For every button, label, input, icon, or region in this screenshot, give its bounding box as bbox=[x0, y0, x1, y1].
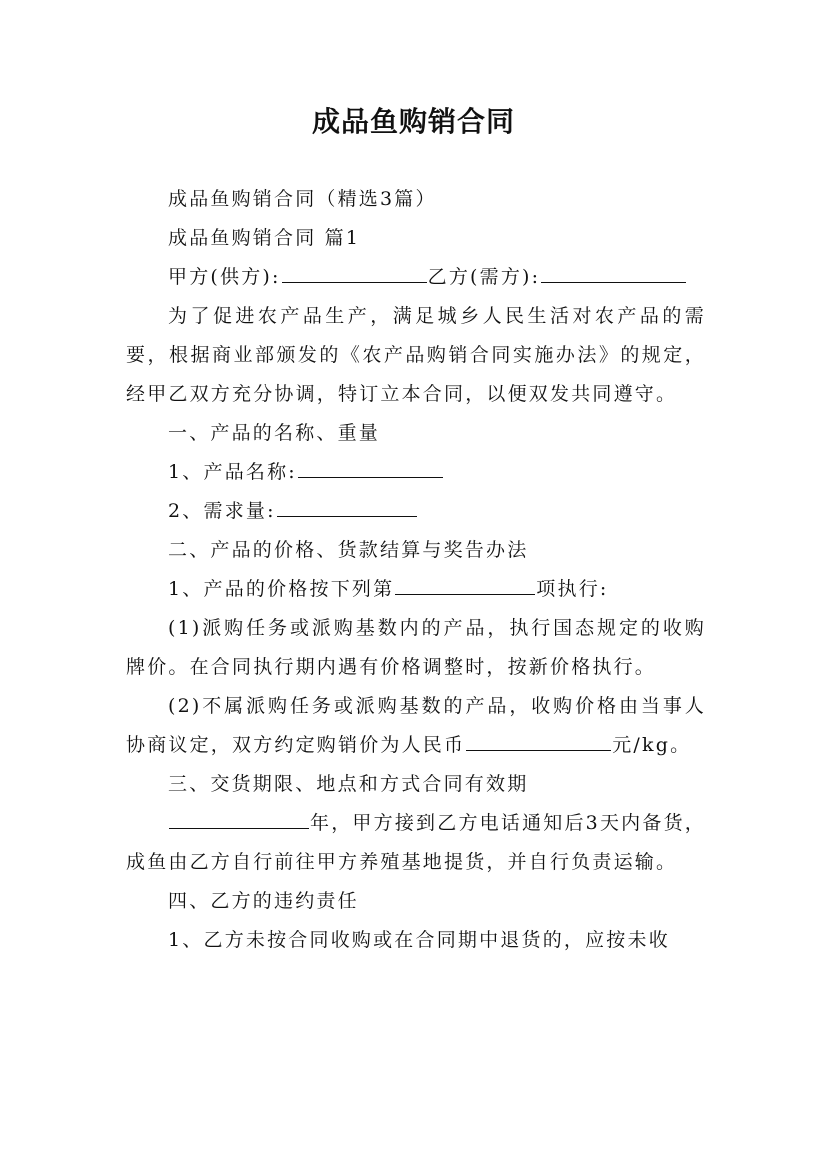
paragraph-price-option-2 bbox=[126, 687, 706, 765]
price-method-suffix: 项执行: bbox=[536, 578, 609, 600]
paragraph-delivery bbox=[126, 804, 706, 882]
party-b-blank bbox=[541, 258, 686, 283]
paragraph-clause-4-heading: 四、乙方的违约责任 bbox=[168, 890, 359, 912]
document-body bbox=[126, 180, 706, 960]
paragraph-parties bbox=[126, 258, 706, 297]
term-years-blank bbox=[169, 804, 309, 829]
price-unit: 元/kg。 bbox=[612, 734, 692, 756]
paragraph-price-option-1: (1)派购任务或派购基数内的产品，执行国态规定的收购牌价。在合同执行期内遇有价格调整时，按新价格执行。 bbox=[126, 617, 706, 678]
price-method-label: 1、产品的价格按下列第 bbox=[168, 578, 395, 600]
product-name-blank bbox=[298, 453, 443, 478]
paragraph-section-heading: 成品鱼购销合同 篇1 bbox=[168, 227, 361, 249]
party-b-label: 乙方(需方): bbox=[427, 266, 541, 288]
price-blank bbox=[466, 726, 611, 751]
paragraph-preamble: 为了促进农产品生产，满足城乡人民生活对农产品的需要，根据商业部颁发的《农产品购销合同实施办法》的规定，经甲乙双方充分协调，特订立本合同，以便双发共同遵守。 bbox=[126, 305, 706, 405]
paragraph-clause-3-heading: 三、交货期限、地点和方式合同有效期 bbox=[168, 773, 529, 795]
paragraph-clause-2-heading: 二、产品的价格、货款结算与奖告办法 bbox=[168, 539, 529, 561]
party-a-blank bbox=[282, 258, 427, 283]
paragraph-clause-1-heading: 一、产品的名称、重量 bbox=[168, 422, 381, 444]
paragraph-subtitle: 成品鱼购销合同（精选3篇） bbox=[168, 188, 437, 210]
party-a-label: 甲方(供方): bbox=[168, 266, 281, 288]
paragraph-quantity bbox=[126, 492, 706, 531]
product-name-label: 1、产品名称: bbox=[168, 461, 297, 483]
price-method-blank bbox=[395, 570, 535, 595]
price-option-2-text: (2)不属派购任务或派购基数的产品，收购价格由当事人协商议定，双方约定购销价为人民币 bbox=[126, 695, 706, 756]
quantity-blank bbox=[277, 492, 417, 517]
paragraph-breach-1: 1、乙方未按合同收购或在合同期中退货的，应按未收 bbox=[168, 929, 670, 951]
paragraph-price-method bbox=[126, 570, 706, 609]
quantity-label: 2、需求量: bbox=[168, 500, 276, 522]
paragraph-product-name bbox=[126, 453, 706, 492]
document-title: 成品鱼购销合同 bbox=[311, 105, 515, 138]
delivery-text: 年，甲方接到乙方电话通知后3天内备货，成鱼由乙方自行前往甲方养殖基地提货，并自行负责运输。 bbox=[126, 812, 706, 873]
